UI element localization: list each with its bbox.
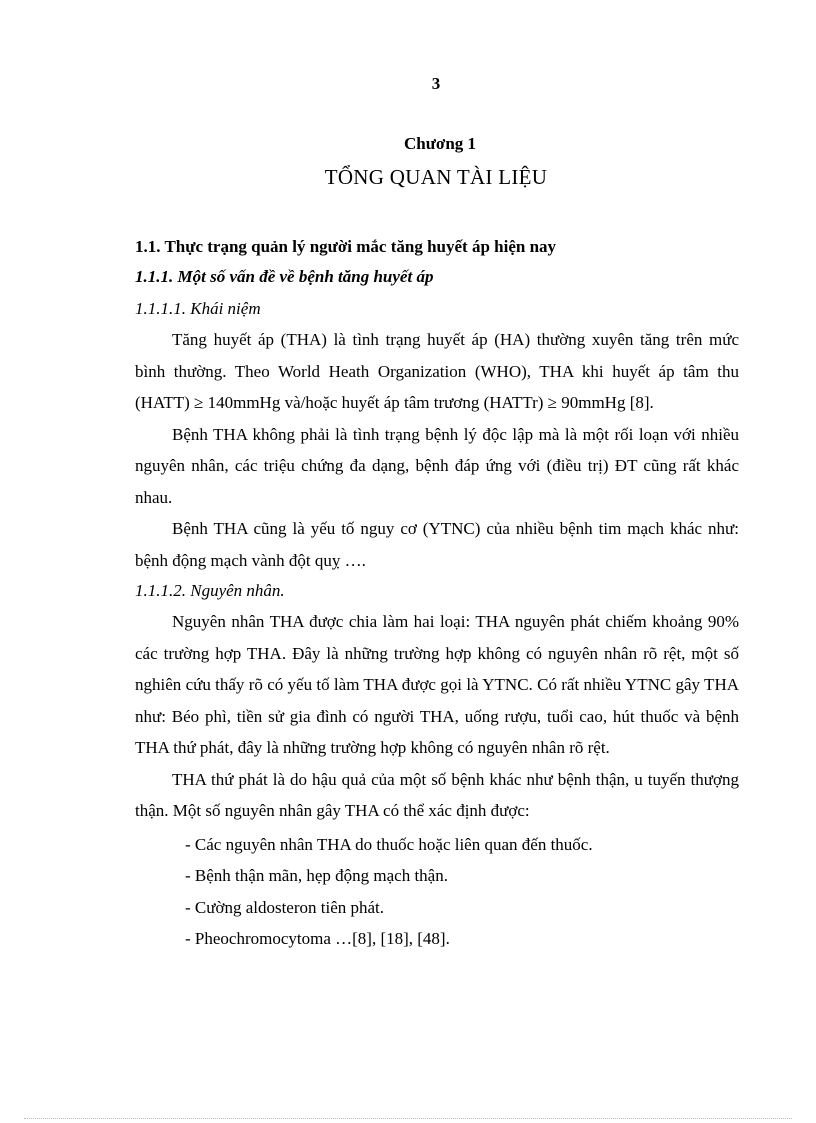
paragraph-definition: Tăng huyết áp (THA) là tình trạng huyết áp (HA) thường xuyên tăng trên mức bình thường. Theo World Heath Organization (WHO), THA khi huyết áp tâm thu (HATT) ≥ 140mmHg và/hoặc huyết áp tâm trương (HATTr) ≥ 90mmHg [8]. bbox=[135, 330, 739, 412]
list-item: - Pheochromocytoma …[8], [18], [48]. bbox=[185, 929, 450, 948]
subsubsection-heading-causes: 1.1.1.2. Nguyên nhân. bbox=[135, 581, 285, 600]
paragraph-risk-factor: Bệnh THA cũng là yếu tố nguy cơ (YTNC) của nhiều bệnh tim mạch khác như: bệnh động mạch vành đột quỵ …. bbox=[135, 519, 739, 570]
paragraph-secondary: THA thứ phát là do hậu quả của một số bệnh khác như bệnh thận, u tuyến thượng thận. Một số nguyên nhân gây THA có thể xác định được: bbox=[135, 769, 739, 820]
chapter-label: Chương 1 bbox=[403, 134, 477, 153]
paragraph-not-independent: Bệnh THA không phải là tình trạng bệnh lý độc lập mà là một rối loạn với nhiều nguyên nhân, các triệu chứng đa dạng, bệnh đáp ứng với (điều trị) ĐT cũng rất khác nhau. bbox=[135, 424, 739, 507]
page-number: 3 bbox=[431, 74, 441, 93]
section-heading: 1.1. Thực trạng quản lý người mắc tăng huyết áp hiện nay bbox=[135, 237, 557, 256]
paragraph-causes: Nguyên nhân THA được chia làm hai loại: THA nguyên phát chiếm khoảng 90% các trường hợp THA. Đây là những trường hợp không có nguyên nhân rõ rệt, một số nghiên cứu thấy rõ có yếu tố làm THA được gọi là YTNC. Có rất nhiều YTNC gây THA như: Béo phì, tiền sử gia đình có người THA, uống rượu, tuổi cao, hút thuốc và bệnh THA thứ phát, đây là những trường hợp không có nguyên nhân rõ rệt. bbox=[135, 612, 739, 757]
list-item: - Các nguyên nhân THA do thuốc hoặc liên quan đến thuốc. bbox=[185, 834, 593, 854]
cause-bullet-list bbox=[135, 829, 739, 955]
chapter-body bbox=[135, 232, 739, 955]
chapter-title: TỔNG QUAN TÀI LIỆU bbox=[324, 165, 548, 189]
list-item: - Bệnh thận mãn, hẹp động mạch thận. bbox=[185, 866, 448, 885]
page-bottom-divider bbox=[24, 1118, 792, 1119]
list-item: - Cường aldosteron tiên phát. bbox=[185, 897, 385, 917]
subsection-heading: 1.1.1. Một số vấn đề về bệnh tăng huyết áp bbox=[135, 267, 434, 286]
subsubsection-heading-definition: 1.1.1.1. Khái niệm bbox=[135, 299, 261, 318]
